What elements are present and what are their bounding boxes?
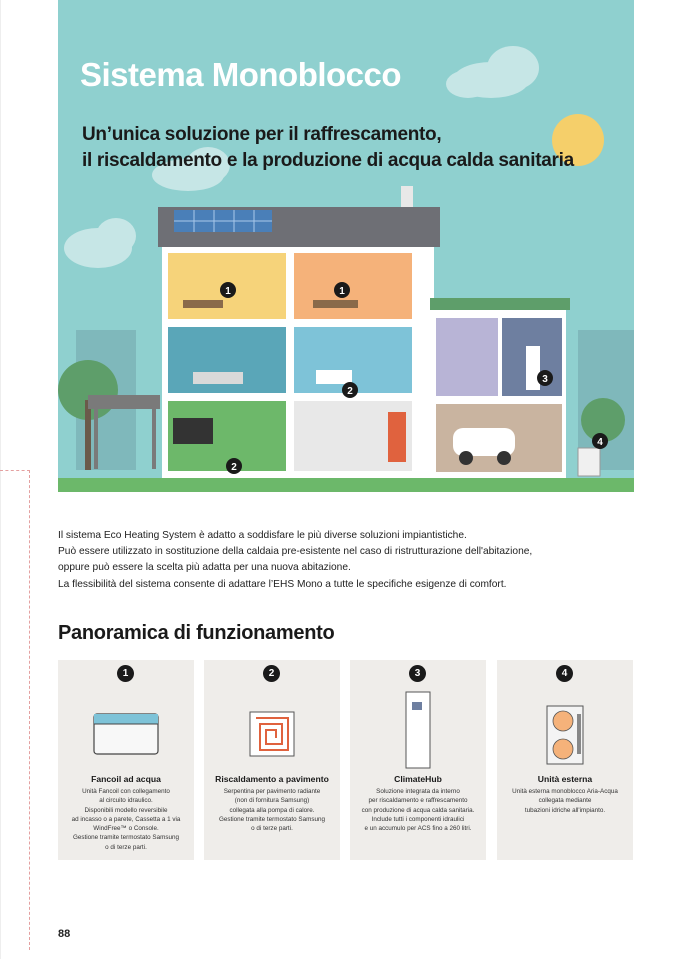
intro-line: Il sistema Eco Heating System è adatto a soddisfare le più diverse soluzioni impiantistiche. — [58, 530, 467, 541]
card-description: Unità Fancoil con collegamento al circuito idraulico. Disponibili modello reversibile ad incasso o a parete, Cassetta a 1 via WindFree™ o Console. Gestione tramite termostato Samsung o di terze parti. — [71, 788, 181, 851]
outdoor-unit-icon — [578, 448, 600, 476]
card-floor-heating — [204, 660, 340, 860]
card-description: Soluzione integrata da interno per riscaldamento e raffrescamento con produzione di acqua calda sanitaria. Include tutti i componenti idraulici e un accumulo per ACS fino a 260 litri. — [361, 788, 475, 833]
hero-subtitle-line: Un’unica soluzione per il raffrescamento, — [82, 124, 442, 145]
fold-mark — [0, 470, 30, 471]
card-climatehub — [350, 660, 486, 860]
hero-subtitle — [82, 122, 574, 174]
card-number: 4 — [556, 665, 573, 682]
hero-illustration — [58, 0, 634, 492]
intro-line: oppure può essere la scelta più adatta per una nuova abitazione. — [58, 562, 351, 574]
section-title: Panoramica di funzionamento — [58, 622, 335, 644]
hero-title: Sistema Monoblocco — [80, 56, 402, 93]
fold-mark-vertical — [29, 470, 30, 950]
svg-text:4: 4 — [597, 437, 603, 448]
marker-4 — [592, 433, 608, 449]
svg-text:1: 1 — [225, 286, 231, 297]
page-number: 88 — [58, 928, 71, 940]
card-number: 3 — [409, 665, 426, 682]
card-description: Serpentina per pavimento radiante (non di fornitura Samsung) collegata alla pompa di calore. Gestione tramite termostato Samsung o di terze parti. — [218, 788, 326, 833]
marker-1a — [220, 282, 236, 298]
card-outdoor-unit — [497, 660, 633, 860]
marker-2b — [226, 458, 242, 474]
card-title: Unità esterna — [537, 774, 593, 784]
card-title: ClimateHub — [394, 774, 442, 784]
svg-text:1: 1 — [339, 286, 345, 297]
page-edge — [0, 0, 1, 959]
hero-subtitle-line: il riscaldamento e la produzione di acqua calda sanitaria — [82, 150, 574, 171]
marker-3 — [537, 370, 553, 386]
intro-line: La flessibilità del sistema consente di adattare l’EHS Mono a tutte le specifiche esigenze di comfort. — [58, 578, 507, 590]
intro-paragraph — [58, 528, 638, 593]
card-title: Fancoil ad acqua — [91, 774, 161, 784]
marker-2a — [342, 382, 358, 398]
intro-line: Può essere utilizzato in sostituzione della caldaia pre-esistente nel caso di ristrutturazione dell'abitazione, — [58, 546, 533, 558]
svg-text:2: 2 — [347, 386, 353, 397]
card-number: 2 — [263, 665, 280, 682]
svg-text:2: 2 — [231, 462, 237, 473]
card-fancoil — [58, 660, 194, 860]
card-number: 1 — [117, 665, 134, 682]
card-title: Riscaldamento a pavimento — [215, 774, 329, 784]
svg-text:3: 3 — [542, 374, 548, 385]
climatehub-unit-icon — [526, 346, 540, 390]
card-description: Unità esterna monoblocco Aria-Acqua collegata mediante tubazioni idriche all'impianto. — [512, 788, 618, 814]
marker-1b — [334, 282, 350, 298]
